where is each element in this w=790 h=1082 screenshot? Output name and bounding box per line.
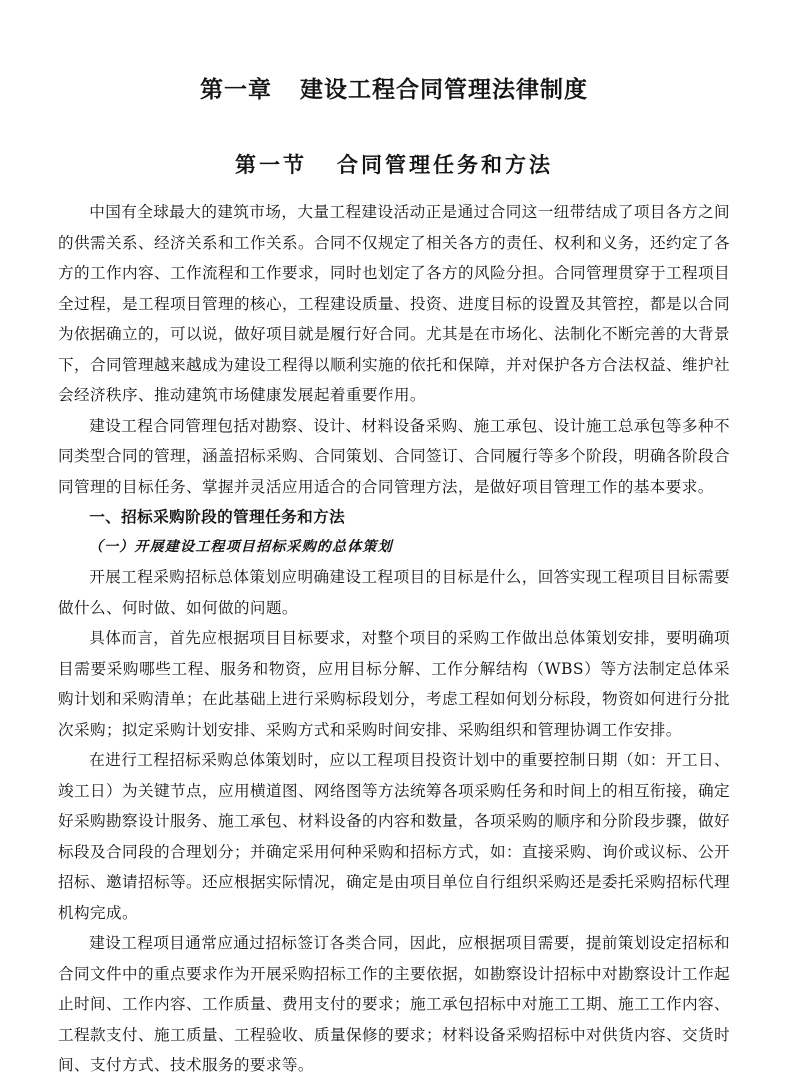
paragraph-contract-requirements: 建设工程项目通常应通过招标签订各类合同，因此，应根据项目需要，提前策划设定招标和合同文件中的重点要求作为开展采购招标工作的主要依据，如勘察设计招标中对勘察设计工作起止时间、工作内容、工作质量、费用支付的要求；施工承包招标中对施工工期、施工工作内容、工程款支付、施工质量、工程验收、质量保修的要求；材料设备采购招标中对供货内容、交货时间、支付方式、技术服务的要求等。 <box>58 934 730 1074</box>
paragraph-scope: 建设工程合同管理包括对勘察、设计、材料设备采购、施工承包、设计施工总承包等多种不同类型合同的管理，涵盖招标采购、合同策划、合同签订、合同履行等多个阶段，明确各阶段合同管理的目标任务、掌握并灵活应用适合的合同管理方法，是做好项目管理工作的基本要求。 <box>58 416 730 496</box>
heading-level-2: （一）开展建设工程项目招标采购的总体策划 <box>88 539 393 555</box>
paragraph-planning-schedule: 在进行工程招标采购总体策划时，应以工程项目投资计划中的重要控制日期（如：开工日、竣工日）为关键节点，应用横道图、网络图等方法统筹各项采购任务和时间上的相互衔接，确定好采购勘察设计服务、施工承包、材料设备的内容和数量，各项采购的顺序和分阶段步骤，做好标段及合同段的合理划分；并确定采用何种采购和招标方式，如：直接采购、询价或议标、公开招标、邀请招标等。还应根据实际情况，确定是由项目单位自行组织采购还是委托采购招标代理机构完成。 <box>58 751 730 922</box>
chapter-name: 建设工程合同管理法律制度 <box>300 77 588 103</box>
section-number: 第一节 <box>235 152 307 177</box>
document-body <box>58 197 730 1081</box>
paragraph-planning-goal: 开展工程采购招标总体策划应明确建设工程项目的目标是什么，回答实现工程项目目标需要做什么、何时做、如何做的问题。 <box>58 568 730 617</box>
chapter-number: 第一章 <box>200 77 272 103</box>
paragraph-intro: 中国有全球最大的建筑市场，大量工程建设活动正是通过合同这一纽带结成了项目各方之间的供需关系、经济关系和工作关系。合同不仅规定了相关各方的责任、权利和义务，还约定了各方的工作内容、工作流程和工作要求，同时也划定了各方的风险分担。合同管理贯穿于工程项目全过程，是工程项目管理的核心，工程建设质量、投资、进度目标的设置及其管控，都是以合同为依据确立的，可以说，做好项目就是履行好合同。尤其是在市场化、法制化不断完善的大背景下，合同管理越来越成为建设工程得以顺利实施的依托和保障，并对保护各方合法权益、维护社会经济秩序、推动建筑市场健康发展起着重要作用。 <box>58 203 730 404</box>
paragraph-planning-detail: 具体而言，首先应根据项目目标要求，对整个项目的采购工作做出总体策划安排，要明确项目需要采购哪些工程、服务和物资，应用目标分解、工作分解结构（WBS）等方法制定总体采购计划和采购清单；在此基础上进行采购标段划分，考虑工程如何划分标段，物资如何进行分批次采购；拟定采购计划安排、采购方式和采购时间安排、采购组织和管理协调工作安排。 <box>58 629 730 739</box>
section-name: 合同管理任务和方法 <box>337 152 553 177</box>
section-title <box>58 147 730 183</box>
chapter-title <box>58 0 730 107</box>
heading-level-1: 一、招标采购阶段的管理任务和方法 <box>89 508 346 526</box>
